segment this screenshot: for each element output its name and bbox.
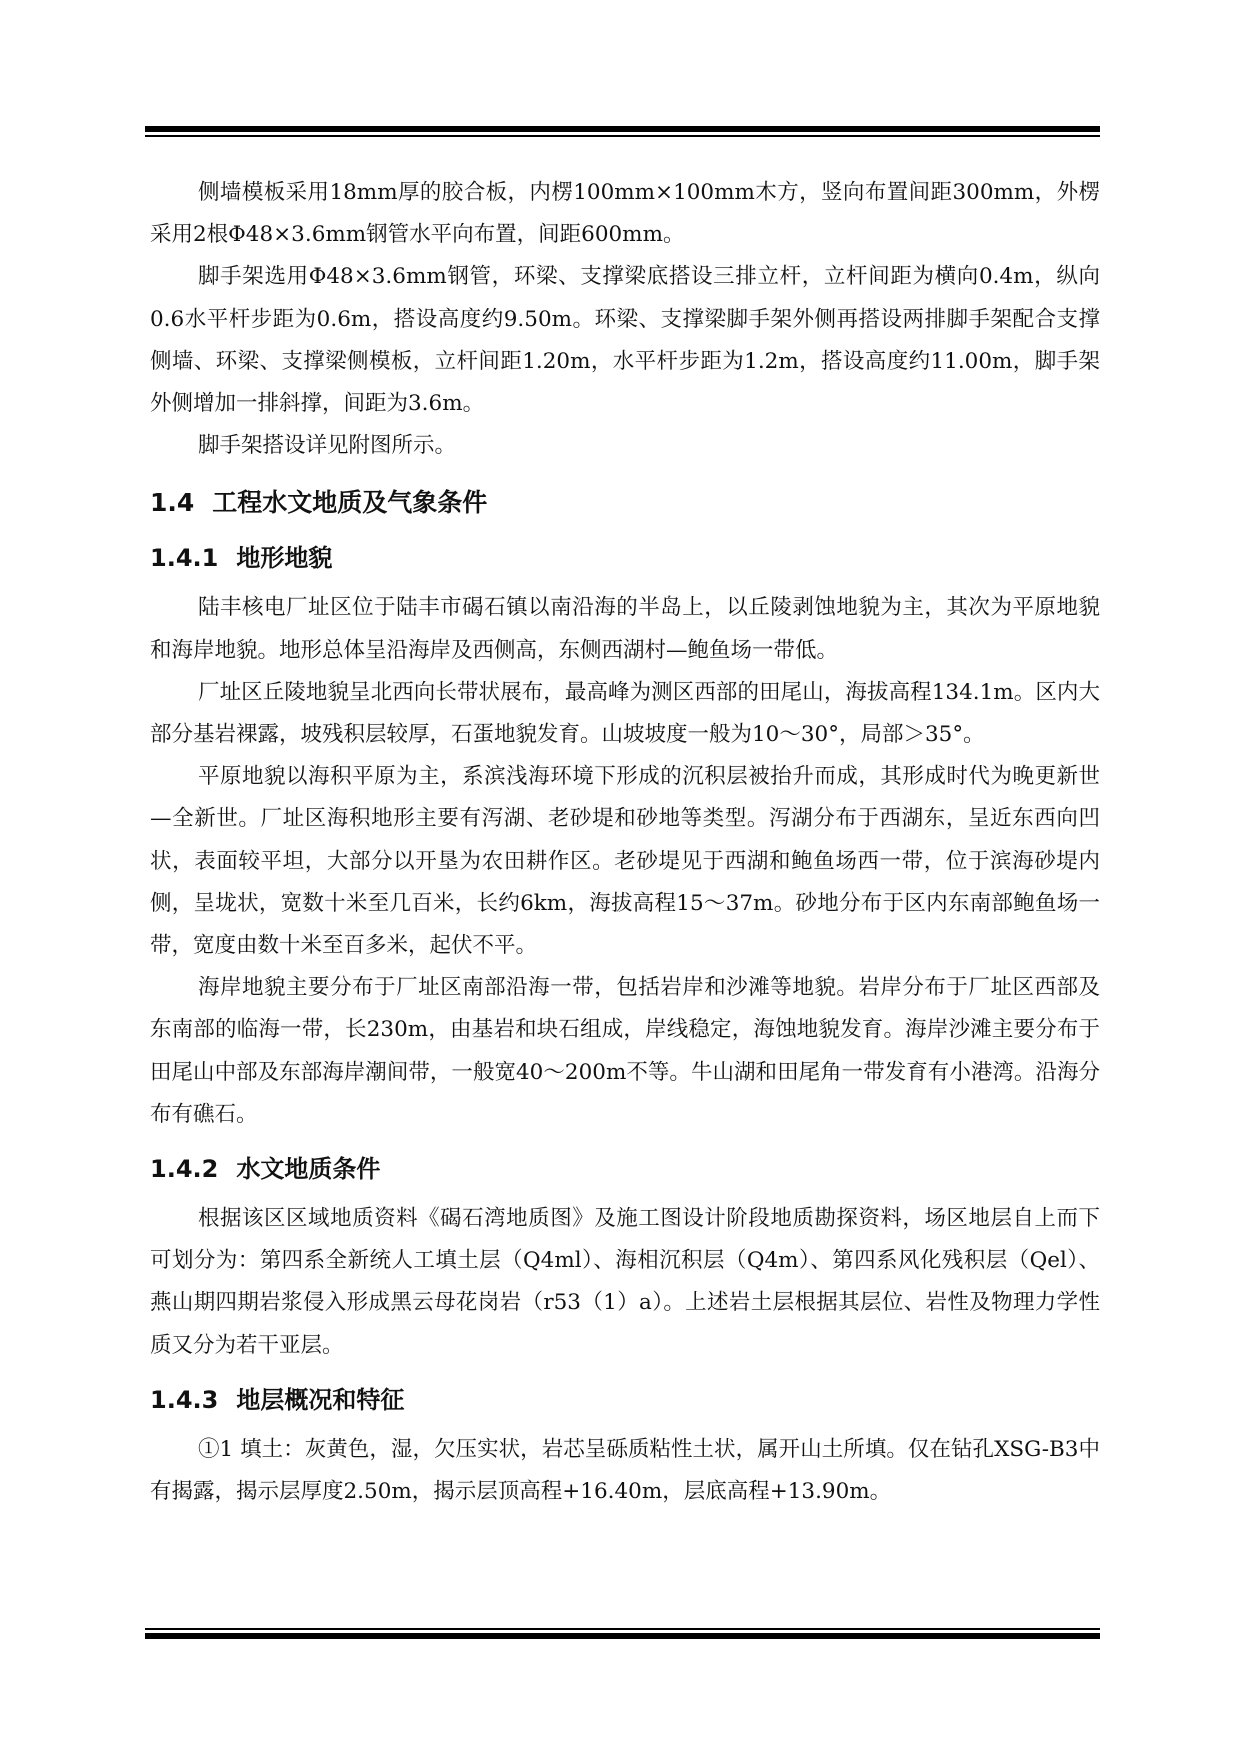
heading-1-4-3 xyxy=(150,1379,1100,1421)
header-rule xyxy=(145,126,1100,137)
heading-1-4-1 xyxy=(150,537,1100,579)
heading-number: 1.4.3 xyxy=(150,1385,219,1414)
paragraph-plains: 平原地貌以海积平原为主，系滨浅海环境下形成的沉积层被抬升而成，其形成时代为晚更新世—全新世。厂址区海积地形主要有泻湖、老砂堤和砂地等类型。泻湖分布于西湖东，呈近东西向凹状，表面较平坦，大部分以开垦为农田耕作区。老砂堤见于西湖和鲍鱼场西一带，位于滨海砂堤内侧，呈垅状，宽数十米至几百米，长约6km，海拔高程15～37m。砂地分布于区内东南部鲍鱼场一带，宽度由数十米至百多米，起伏不平。 xyxy=(150,764,1100,959)
footer-rule xyxy=(145,1628,1100,1639)
heading-1-4-2 xyxy=(150,1148,1100,1190)
heading-number: 1.4.1 xyxy=(150,544,219,573)
heading-number: 1.4.2 xyxy=(150,1155,219,1184)
paragraph-scaffold-ref: 脚手架搭设详见附图所示。 xyxy=(198,433,457,459)
heading-number: 1.4 xyxy=(150,488,195,518)
paragraph-hydrogeology: 根据该区区域地质资料《碣石湾地质图》及施工图设计阶段地质勘探资料，场区地层自上而下可划分为：第四系全新统人工填土层（Q4ml）、海相沉积层（Q4m）、第四系风化残积层（Qel）、燕山期四期岩浆侵入形成黑云母花岗岩（r53（1）a）。上述岩土层根据其层位、岩性及物理力学性质又分为若干亚层。 xyxy=(150,1206,1100,1358)
paragraph-hills: 厂址区丘陵地貌呈北西向长带状展布，最高峰为测区西部的田尾山，海拔高程134.1m。区内大部分基岩裸露，坡残积层较厚，石蛋地貌发育。山坡坡度一般为10～30°，局部＞35°。 xyxy=(150,679,1100,748)
heading-text: 工程水文地质及气象条件 xyxy=(212,488,488,518)
paragraph-coast: 海岸地貌主要分布于厂址区南部沿海一带，包括岩岸和沙滩等地貌。岩岸分布于厂址区西部及东南部的临海一带，长230m，由基岩和块石组成，岸线稳定，海蚀地貌发育。海岸沙滩主要分布于田尾山中部及东部海岸潮间带，一般宽40～200m不等。牛山湖和田尾角一带发育有小港湾。沿海分布有礁石。 xyxy=(150,975,1100,1127)
heading-text: 水文地质条件 xyxy=(236,1155,381,1184)
heading-1-4 xyxy=(150,481,1100,525)
paragraph-fill-layer: ①1 填土：灰黄色，湿，欠压实状，岩芯呈砾质粘性土状，属开山土所填。仅在钻孔XSG-B3中有揭露，揭示层厚度2.50m，揭示层顶高程+16.40m，层底高程+13.90m。 xyxy=(150,1436,1100,1505)
page-body xyxy=(150,172,1100,1513)
paragraph-scaffold: 脚手架选用Φ48×3.6mm钢管，环梁、支撑梁底搭设三排立杆，立杆间距为横向0.4m，纵向0.6水平杆步距为0.6m，搭设高度约9.50m。环梁、支撑梁脚手架外侧再搭设两排脚手架配合支撑侧墙、环梁、支撑梁侧模板，立杆间距1.20m，水平杆步距为1.2m，搭设高度约11.00m，脚手架外侧增加一排斜撑，间距为3.6m。 xyxy=(150,264,1100,417)
paragraph-formwork: 侧墙模板采用18mm厚的胶合板，内楞100mm×100mm木方，竖向布置间距300mm，外楞采用2根Φ48×3.6mm钢管水平向布置，间距600mm。 xyxy=(150,180,1100,248)
heading-text: 地层概况和特征 xyxy=(236,1385,405,1414)
heading-text: 地形地貌 xyxy=(236,544,333,573)
paragraph-site-overview: 陆丰核电厂址区位于陆丰市碣石镇以南沿海的半岛上，以丘陵剥蚀地貌为主，其次为平原地貌和海岸地貌。地形总体呈沿海岸及西侧高，东侧西湖村—鲍鱼场一带低。 xyxy=(150,595,1100,663)
